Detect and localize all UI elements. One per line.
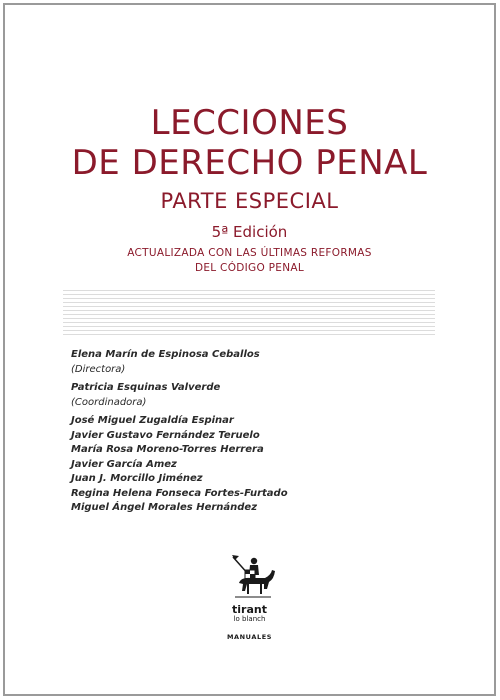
- publisher-name: tirant: [232, 603, 267, 616]
- publisher-subname: lo blanch: [233, 615, 266, 623]
- author-name: Javier García Amez: [71, 458, 177, 470]
- knight-on-horse-logo-icon: [227, 553, 277, 601]
- book-title-line-2: DE DERECHO PENAL: [71, 143, 428, 183]
- author-name: Regina Helena Fonseca Fortes-Furtado: [71, 487, 288, 499]
- edition-label: 5ª Edición: [211, 223, 288, 241]
- book-title-line-1: LECCIONES: [150, 103, 349, 143]
- update-note-line-2: DEL CÓDIGO PENAL: [194, 262, 305, 274]
- collection-label: MANUALES: [226, 633, 273, 641]
- directora-role: (Directora): [71, 363, 126, 375]
- directora-name: Elena Marín de Espinosa Ceballos: [71, 349, 260, 360]
- coordinadora-role: (Coordinadora): [71, 396, 147, 408]
- author-name: Javier Gustavo Fernández Teruelo: [71, 429, 260, 441]
- book-cover: [3, 3, 496, 696]
- decorative-lines: [63, 290, 435, 336]
- authors-block: [71, 348, 431, 516]
- author-name: Miguel Ángel Morales Hernández: [71, 502, 258, 513]
- coordinadora-name: Patricia Esquinas Valverde: [71, 382, 221, 393]
- author-name: María Rosa Moreno-Torres Herrera: [71, 444, 264, 455]
- update-note-line-1: ACTUALIZADA CON LAS ÚLTIMAS REFORMAS: [127, 247, 372, 259]
- author-name: José Miguel Zugaldía Espinar: [71, 415, 234, 426]
- author-name: Juan J. Morcillo Jiménez: [71, 473, 203, 484]
- book-subtitle: PARTE ESPECIAL: [160, 189, 339, 213]
